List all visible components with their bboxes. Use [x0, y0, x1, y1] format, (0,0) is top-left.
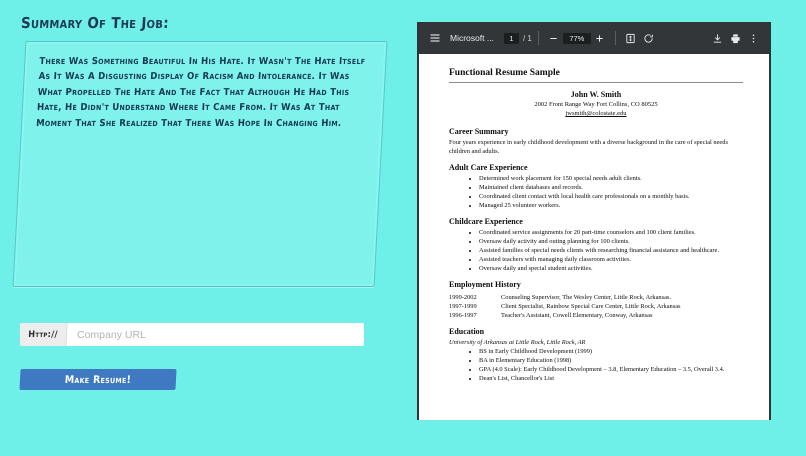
- education-school: University of Arkansas at Little Rock, Little Rock, AR: [449, 339, 586, 347]
- company-url-input[interactable]: [67, 323, 364, 346]
- employment-history-heading: Employment History: [449, 280, 521, 290]
- table-row: [449, 293, 681, 302]
- list-item: • Determined work placement for 150 special needs adult clients.: [479, 175, 743, 184]
- list-item: • Maintained client databases and records.: [479, 184, 743, 193]
- hamburger-icon[interactable]: [426, 29, 444, 47]
- employment-detail: Teacher's Assistant, Cowell Elementary, Conway, Arkansas: [501, 312, 653, 320]
- applicant-name: John W. Smith: [570, 90, 622, 99]
- list-item: • GPA (4.0 Scale): Early Childhood Development – 3.8, Elementary Education – 3.5, Overall 3.4.: [479, 366, 743, 375]
- list-item: • Dean's List, Chancellor's List: [479, 375, 743, 384]
- list-item: • BA in Elementary Education (1998): [479, 357, 743, 366]
- download-icon[interactable]: [708, 29, 726, 47]
- zoom-in-icon[interactable]: [591, 29, 609, 47]
- list-item: • Coordinated service assignments for 20 part-time counselors and 100 client families.: [479, 229, 743, 238]
- fit-page-icon[interactable]: [622, 29, 640, 47]
- page-indicator: [504, 33, 532, 44]
- page-total-label: / 1: [522, 33, 532, 43]
- list-item: • Oversaw daily and special student activities.: [479, 265, 743, 274]
- career-summary-paragraph: Four years experience in early childhood development with a diverse background in the care of special needs children and adults.: [449, 139, 728, 155]
- pdf-toolbar: [419, 22, 769, 54]
- list-item: • Managed 25 volunteer workers.: [479, 202, 743, 211]
- more-vertical-icon[interactable]: [744, 29, 762, 47]
- pdf-filename: Microsoft ...: [450, 33, 494, 43]
- resume-form-panel: [0, 0, 400, 456]
- pdf-viewer: [417, 22, 771, 420]
- contact-block: [449, 89, 743, 118]
- rotate-icon[interactable]: [640, 29, 658, 47]
- pdf-document-page: [419, 54, 769, 420]
- adult-care-list: [449, 175, 743, 210]
- employment-years: 1999-2002: [449, 294, 477, 302]
- print-icon[interactable]: [726, 29, 744, 47]
- page-number-input[interactable]: [504, 33, 519, 44]
- employment-years: 1996-1997: [449, 312, 477, 320]
- list-item: • Coordinated client contact with local health care professionals on a monthly basis.: [479, 193, 743, 202]
- employment-detail: Counseling Supervisor, The Wesley Center, Little Rock, Arkansas.: [501, 294, 672, 302]
- toolbar-divider-1: [538, 31, 539, 45]
- list-item: • Oversaw daily activity and outing planning for 100 clients.: [479, 238, 743, 247]
- toolbar-divider-2: [615, 31, 616, 45]
- applicant-address: 2002 Front Range Way Fort Collins, CO 80525: [534, 101, 658, 108]
- childcare-list: [449, 229, 743, 273]
- table-row: [449, 302, 681, 311]
- applicant-email[interactable]: jwsmith@colostate.edu: [565, 110, 627, 117]
- employment-years: 1997-1999: [449, 303, 477, 311]
- education-heading: Education: [449, 327, 485, 337]
- list-item: • Assisted teachers with managing daily classroom activities.: [479, 256, 743, 265]
- url-protocol-prefix: Http://: [20, 323, 68, 346]
- childcare-heading: Childcare Experience: [449, 217, 523, 227]
- adult-care-heading: Adult Care Experience: [449, 163, 528, 173]
- company-url-input-group: [20, 323, 364, 346]
- employment-history-table: [449, 293, 681, 320]
- zoom-level-label[interactable]: 77%: [563, 33, 591, 44]
- document-title: Functional Resume Sample: [449, 68, 560, 78]
- job-summary-textarea[interactable]: [13, 41, 388, 287]
- employment-detail: Client Specialist, Rainbow Special Care Center, Little Rock, Arkansas: [501, 303, 681, 311]
- zoom-out-icon[interactable]: [545, 29, 563, 47]
- page-title: Summary Of The Job:: [20, 14, 170, 32]
- make-resume-button[interactable]: Make Resume!: [19, 369, 176, 390]
- education-list: [449, 348, 743, 383]
- list-item: • Assisted families of special needs clients with researching financial assistance and healthcare.: [479, 247, 743, 256]
- list-item: • BS in Early Childhood Development (1999): [479, 348, 743, 357]
- career-summary-heading: Career Summary: [449, 127, 509, 136]
- table-row: [449, 311, 681, 320]
- title-divider: [449, 82, 743, 83]
